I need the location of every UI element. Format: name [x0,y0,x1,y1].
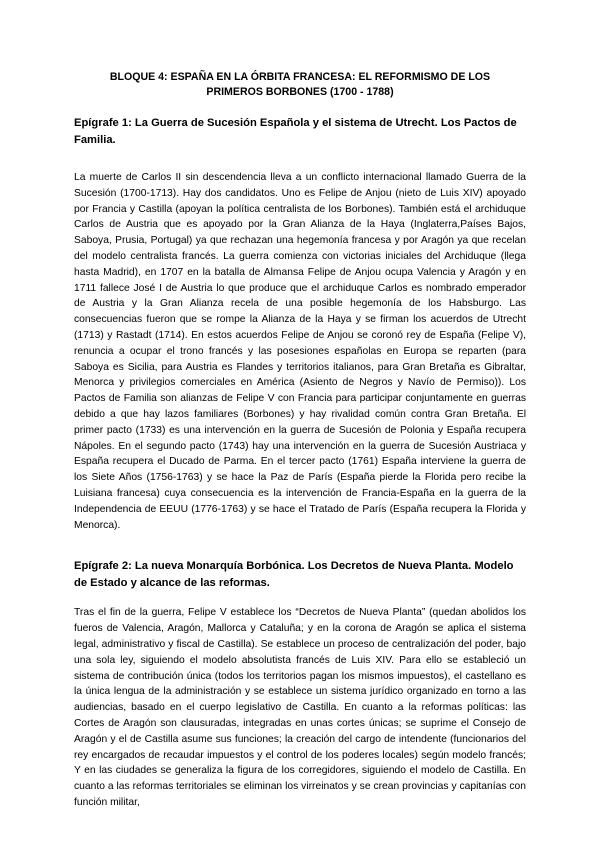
section-body: Tras el fin de la guerra, Felipe V establece los “Decretos de Nueva Planta” (quedan abolidos los fueros de Valencia, Aragón, Mallorca y Cataluña; y en la corona de Aragón se aplica el sistema legal, administrativo y fiscal de Castilla). Se establece un proceso de centralización del poder, bajo una sola ley, siguiendo el modelo absolutista francés de Luis XIV. Para ello se estableció un sistema de contribución única (todos los territorios pagan los mismos impuestos), el castellano es la única lengua de la administración y se establece un sistema jurídico organizado en torno a las audiencias, basado en el cuerpo legislativo de Castilla. En cuanto a la reformas políticas: las Cortes de Aragón son clausuradas, integradas en unas cortes únicas; se suprime el Consejo de Aragón y el de Castilla asume sus funciones; la creación del cargo de intendente (funcionarios del rey encargados de recaudar impuestos y el control de los poderes locales) según modelo francés; Y en las ciudades se generaliza la figura de los corregidores, siguiendo el modelo de Castilla. En cuanto a las reformas territoriales se eliminan los virreinatos y se crean provincias y capitanías con función militar, [74,607,526,808]
section-epigrafe-1 [74,115,526,533]
section-body: La muerte de Carlos II sin descendencia lleva a un conflicto internacional llamado Guerra de la Sucesión (1700-1713). Hay dos candidatos. Uno es Felipe de Anjou (nieto de Luis XIV) apoyado por Francia y Castilla (apoyan la política centralista de los Borbones). También está el archiduque Carlos de Austria que es apoyado por la Gran Alianza de la Haya (Inglaterra,Países Bajos, Saboya, Prusia, Portugal) ya que rechazan una hegemonía francesa y por Aragón ya que recelan del modelo centralista francés. La guerra comienza con victorias iniciales del Archiduque (llega hasta Madrid), en 1707 en la batalla de Almansa Felipe de Anjou ocupa Valencia y Aragón y en 1711 fallece José I de Austria lo que produce que el archiduque Carlos es nombrado emperador de Austria y la Gran Alianza recela de una posible hegemonía de los Habsburgo. Las consecuencias fueron que se rompe la Alianza de la Haya y se firman los acuerdos de Utrecht (1713) y Rastadt (1714). En estos acuerdos Felipe de Anjou se coronó rey de España (Felipe V), renuncia a ocupar el trono francés y las posesiones españolas en Europa se reparten (para Saboya es Sicilia, para Austria es Flandes y territorios italianos, para Gran Bretaña es Gibraltar, Menorca y privilegios comerciales en América (Asiento de Negros y Navío de Permiso)). Los Pactos de Familia son alianzas de Felipe V con Francia para participar conjuntamente en guerras debido a que hay lazos familiares (Borbones) y hay rivalidad común contra Gran Bretaña. El primer pacto (1733) es una intervención en la guerra de Sucesión de Polonia y España recupera Nápoles. En el segundo pacto (1743) hay una intervención en la guerra de Sucesión Austriaca y España recupera el Ducado de Parma. En el tercer pacto (1761) España interviene la guerra de los Siete Años (1756-1763) y se hace la Paz de París (España pierde la Florida pero recibe la Luisiana francesa) cuya consecuencia es la intervención de Francia-España en la guerra de la Independencia de EEUU (1776-1763) y se hace el Tratado de París (España recupera la Florida y Menorca). [74,172,526,531]
section-epigrafe-2 [74,558,526,810]
section-heading: Epígrafe 2: La nueva Monarquía Borbónica. Los Decretos de Nueva Planta. Modelo de Estado y alcance de las reformas. [74,560,514,589]
section-heading: Epígrafe 1: La Guerra de Sucesión Española y el sistema de Utrecht. Los Pactos de Familia. [74,117,517,146]
document-page [74,70,526,836]
document-title: BLOQUE 4: ESPAÑA EN LA ÓRBITA FRANCESA: EL REFORMISMO DE LOS PRIMEROS BORBONES (1700 - 1788) [109,71,491,98]
